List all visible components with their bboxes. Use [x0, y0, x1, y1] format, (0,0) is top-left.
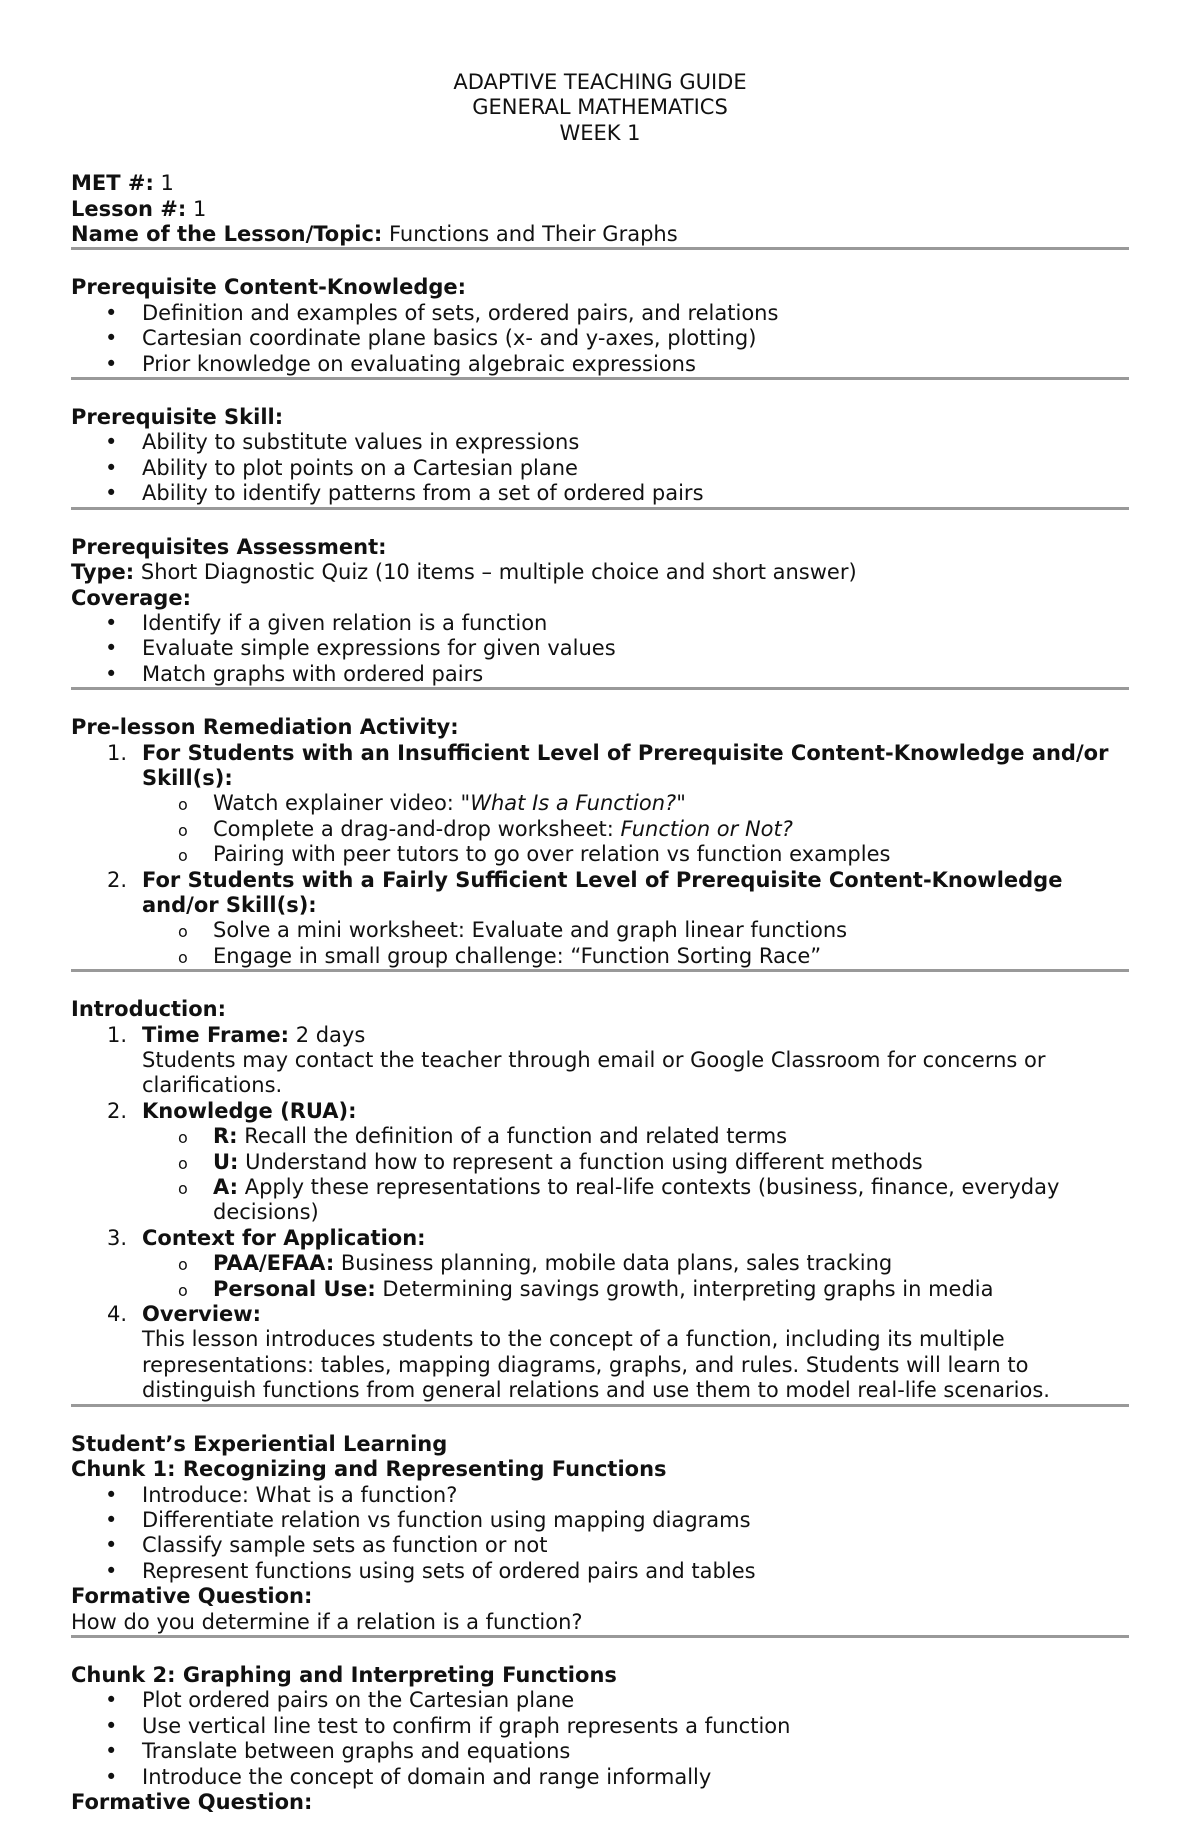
list-item: • Classify sample sets as function or not [71, 1533, 1129, 1558]
list-item [71, 1124, 1129, 1149]
list-item: • Use vertical line test to confirm if graph represents a function [71, 1714, 1129, 1739]
timeframe-note: Students may contact the teacher through email or Google Classroom for concerns or clarifications. [142, 1048, 1046, 1098]
list-item: o Solve a mini worksheet: Evaluate and graph linear functions [71, 918, 1129, 943]
list-number: 3. [107, 1225, 128, 1250]
list-item: • Ability to plot points on a Cartesian plane [71, 456, 1129, 481]
section-divider [71, 969, 1129, 972]
list-item: • Ability to identify patterns from a set of ordered pairs [71, 481, 1129, 506]
document-content [71, 70, 1129, 1815]
knowledge-item [71, 1099, 1129, 1124]
list-number: 4. [107, 1302, 128, 1327]
type-label: Type: [71, 560, 135, 585]
list-item: • Identify if a given relation is a function [71, 611, 1129, 636]
topic-value: Functions and Their Graphs [382, 222, 678, 247]
list-item [71, 1277, 1129, 1302]
video-title: What Is a Function? [470, 791, 677, 816]
list-item: • Differentiate relation vs function using mapping diagrams [71, 1508, 1129, 1533]
section-divider [71, 377, 1129, 380]
chunk1-formative-question: How do you determine if a relation is a function? [71, 1609, 583, 1634]
overview-label: Overview: [142, 1302, 262, 1327]
section-divider [71, 247, 1129, 250]
topic-line [71, 222, 1129, 247]
item-text: Recall the definition of a function and related terms [237, 1124, 788, 1149]
assessment-type-line [71, 560, 1129, 585]
chunk2-formative-label: Formative Question: [71, 1789, 313, 1814]
list-item: • Introduce: What is a function? [71, 1483, 1129, 1508]
section-divider [71, 507, 1129, 510]
doc-title-line3: WEEK 1 [559, 120, 641, 145]
overview-item [71, 1302, 1129, 1404]
timeframe-item [71, 1023, 1129, 1099]
list-item [71, 791, 1129, 816]
context-sublabel: PAA/EFAA: [213, 1251, 335, 1276]
chunk1-title: Chunk 1: Recognizing and Representing Functions [71, 1457, 667, 1482]
timeframe-value: 2 days [289, 1022, 366, 1047]
list-item: • Ability to substitute values in expressions [71, 430, 1129, 455]
section-divider [71, 1404, 1129, 1407]
met-line [71, 171, 1129, 196]
rua-label: U: [213, 1149, 239, 1174]
list-number: 2. [107, 1098, 128, 1123]
group-title: For Students with a Fairly Sufficient Level of Prerequisite Content-Knowledge and/or Skill(s): [142, 867, 1063, 917]
coverage-list [71, 611, 1129, 687]
list-item: o Engage in small group challenge: “Function Sorting Race” [71, 944, 1129, 969]
list-item [71, 1251, 1129, 1276]
timeframe-label: Time Frame: [142, 1022, 290, 1047]
list-number: 1. [107, 740, 128, 765]
context-item [71, 1226, 1129, 1251]
topic-label: Name of the Lesson/Topic: [71, 222, 383, 247]
rua-label: R: [213, 1124, 238, 1149]
list-item: • Definition and examples of sets, ordered pairs, and relations [71, 301, 1129, 326]
prereq-content-list [71, 301, 1129, 377]
group-title: For Students with an Insufficient Level of Prerequisite Content-Knowledge and/or Skill(s): [142, 740, 1109, 790]
list-item [71, 817, 1129, 842]
prereq-skill-heading: Prerequisite Skill: [71, 405, 284, 430]
list-item: • Introduce the concept of domain and range informally [71, 1765, 1129, 1790]
item-text: Watch explainer video: " [213, 791, 471, 816]
worksheet-title: Function or Not? [620, 816, 793, 841]
rua-label: A: [213, 1175, 239, 1200]
list-item: • Translate between graphs and equations [71, 1739, 1129, 1764]
met-value: 1 [153, 171, 174, 196]
chunk2-list [71, 1688, 1129, 1790]
prereq-skill-list [71, 430, 1129, 506]
chunk2-title: Chunk 2: Graphing and Interpreting Functions [71, 1662, 617, 1687]
item-text: Determining savings growth, interpreting graphs in media [375, 1276, 994, 1301]
context-label: Context for Application: [142, 1225, 426, 1250]
knowledge-label: Knowledge (RUA): [142, 1098, 357, 1123]
type-value: Short Diagnostic Quiz (10 items – multiple choice and short answer) [134, 560, 857, 585]
chunk1-list [71, 1483, 1129, 1585]
chunk1-formative-label: Formative Question: [71, 1584, 313, 1609]
list-item: o Pairing with peer tutors to go over relation vs function examples [71, 842, 1129, 867]
list-item [71, 1150, 1129, 1175]
list-item: • Cartesian coordinate plane basics (x- and y-axes, plotting) [71, 326, 1129, 351]
met-label: MET #: [71, 171, 154, 196]
list-item: • Plot ordered pairs on the Cartesian plane [71, 1688, 1129, 1713]
doc-title-line1: ADAPTIVE TEACHING GUIDE [453, 70, 747, 94]
lesson-line [71, 197, 1129, 222]
section-divider [71, 687, 1129, 690]
list-number: 1. [107, 1022, 128, 1047]
item-text: " [676, 791, 686, 816]
prereq-content-heading: Prerequisite Content-Knowledge: [71, 275, 467, 300]
list-item: • Prior knowledge on evaluating algebraic expressions [71, 352, 1129, 377]
list-number: 2. [107, 867, 128, 892]
lesson-value: 1 [186, 196, 207, 221]
list-item: • Match graphs with ordered pairs [71, 662, 1129, 687]
experiential-heading: Student’s Experiential Learning [71, 1431, 448, 1456]
list-item [71, 1175, 1129, 1226]
remediation-group-insufficient [71, 741, 1129, 792]
remediation-heading: Pre-lesson Remediation Activity: [71, 715, 459, 740]
list-item: • Represent functions using sets of ordered pairs and tables [71, 1559, 1129, 1584]
context-sublabel: Personal Use: [213, 1276, 376, 1301]
coverage-label: Coverage: [71, 585, 191, 610]
prereq-assessment-heading: Prerequisites Assessment: [71, 534, 387, 559]
item-text: Business planning, mobile data plans, sales tracking [334, 1251, 893, 1276]
section-divider [71, 1635, 1129, 1638]
item-text: Understand how to represent a function using different methods [238, 1149, 923, 1174]
overview-text: This lesson introduces students to the concept of a function, including its multiple representations: tables, mapping diagrams, graphs, and rules. Students will learn to distinguish functions from general relations and use them to model real-life scenarios. [142, 1327, 1050, 1403]
item-text: Apply these representations to real-life contexts (business, finance, everyday decisions) [213, 1175, 1060, 1225]
introduction-heading: Introduction: [71, 997, 227, 1022]
lesson-label: Lesson #: [71, 196, 187, 221]
list-item: • Evaluate simple expressions for given values [71, 636, 1129, 661]
remediation-group-sufficient [71, 868, 1129, 919]
doc-title-line2: GENERAL MATHEMATICS [472, 95, 728, 120]
item-text: Complete a drag-and-drop worksheet: [213, 816, 621, 841]
